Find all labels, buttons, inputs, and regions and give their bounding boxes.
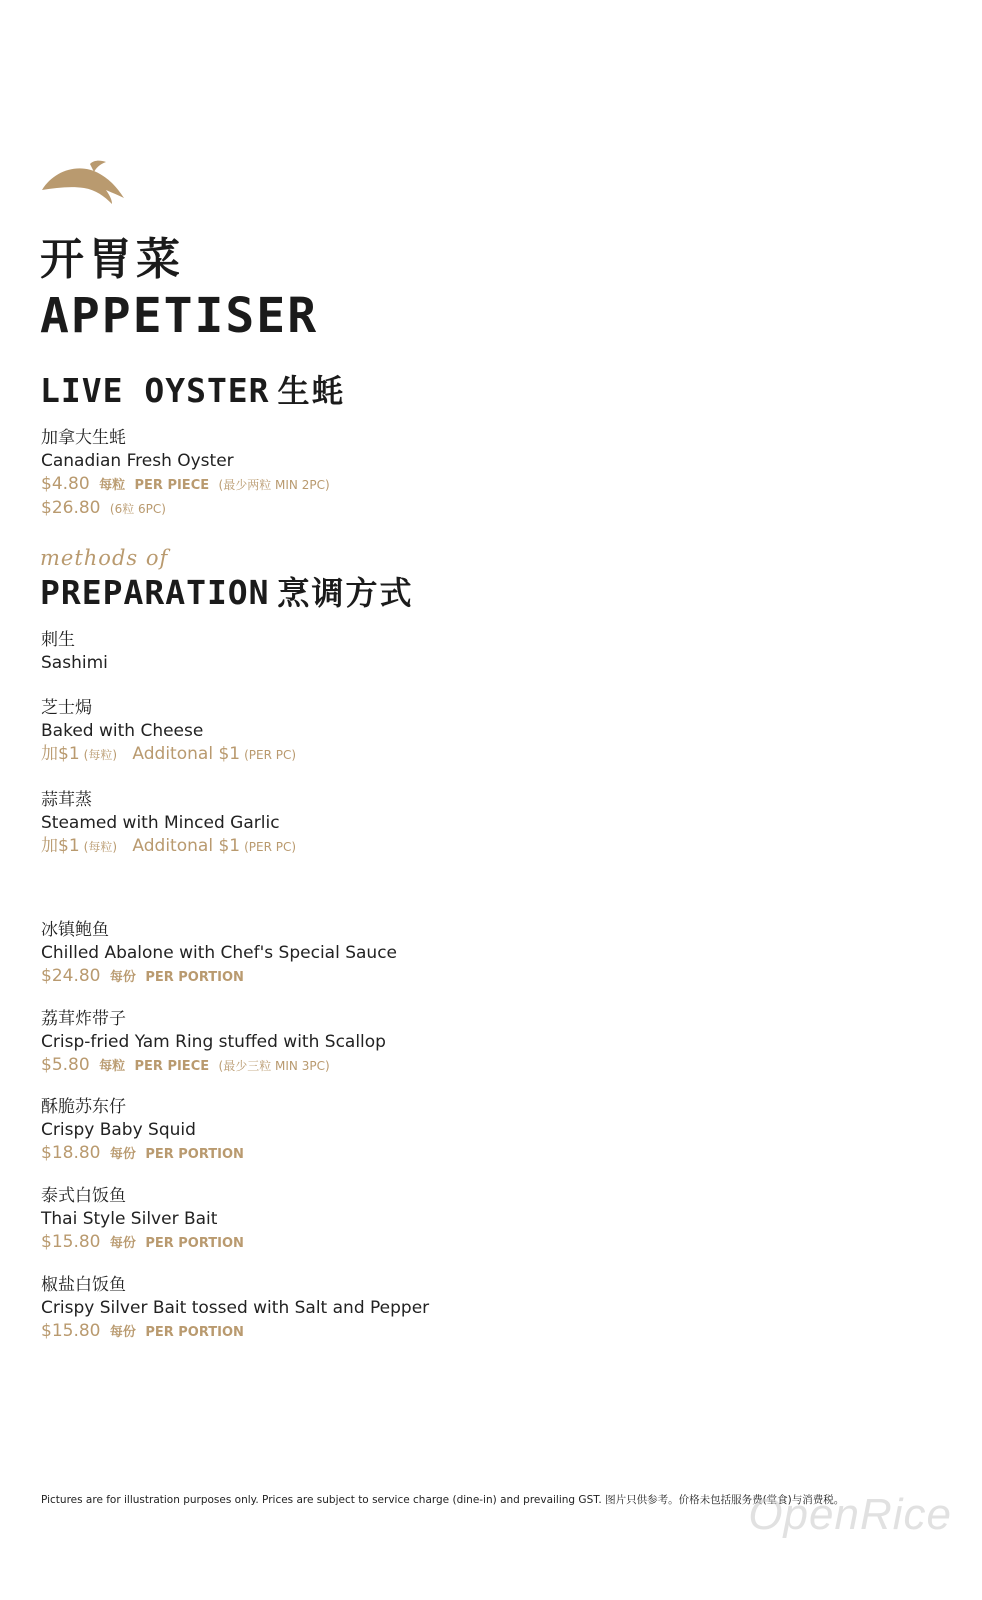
price-note: (最少两粒 MIN 2PC) <box>218 478 330 492</box>
additional-price: Additonal $1 <box>132 744 241 764</box>
footer-disclaimer: Pictures are for illustration purposes only. Prices are subject to service charge (dine-in) and prevailing GST. 图片只供参考。价格未包括服务费(堂食)与消费税。 <box>41 1494 845 1506</box>
item-name-cn: 冰镇鲍鱼 <box>41 920 109 940</box>
method-name-cn: 刺生 <box>41 630 75 650</box>
price-note: (每粒) <box>83 748 118 762</box>
additional-note: (PER PC) <box>244 748 297 762</box>
item-name-en: Crispy Baby Squid <box>41 1120 196 1140</box>
item-name-en: Canadian Fresh Oyster <box>41 451 234 471</box>
price-value: $5.80 <box>41 1055 90 1075</box>
price-unit-cn: 每份 <box>109 1325 136 1340</box>
methods-of-script: methods of <box>40 546 169 570</box>
price-unit-cn: 每粒 <box>99 1059 126 1074</box>
method-item <box>41 697 941 767</box>
additional-note: (PER PC) <box>244 840 297 854</box>
page-title-cn: 开胃菜 <box>40 234 184 285</box>
item-name-cn: 泰式白饭鱼 <box>41 1186 126 1206</box>
price-unit-en: PER PORTION <box>145 970 244 985</box>
price-unit-en: PER PIECE <box>134 478 210 493</box>
preparation-heading-cn: 烹调方式 <box>277 574 414 612</box>
price-unit-en: PER PIECE <box>134 1059 210 1074</box>
price-value: $4.80 <box>41 474 90 494</box>
preparation-heading-en: PREPARATION <box>40 573 270 612</box>
price-value: 加$1 <box>41 836 80 856</box>
menu-item <box>41 1185 941 1255</box>
item-name-en: Crispy Silver Bait tossed with Salt and Pepper <box>41 1298 430 1318</box>
price-unit-cn: 每份 <box>109 1236 136 1251</box>
menu-item <box>41 919 941 989</box>
item-name-en: Crisp-fried Yam Ring stuffed with Scallop <box>41 1032 386 1052</box>
item-price <box>41 965 941 989</box>
item-name-cn: 椒盐白饭鱼 <box>41 1275 126 1295</box>
price-value: $18.80 <box>41 1143 101 1163</box>
item-price <box>41 1054 941 1078</box>
page-title-en: APPETISER <box>40 288 319 344</box>
item-name-cn: 荔茸炸带子 <box>41 1009 126 1029</box>
item-price <box>41 1320 941 1344</box>
item-price-set <box>41 497 941 521</box>
price-value: $26.80 <box>41 498 101 518</box>
price-unit-en: PER PORTION <box>145 1147 244 1162</box>
price-unit-cn: 每粒 <box>99 478 126 493</box>
item-name-en: Thai Style Silver Bait <box>41 1209 218 1229</box>
live-oyster-heading-en: LIVE OYSTER <box>40 371 270 410</box>
live-oyster-heading-cn: 生蚝 <box>277 372 346 410</box>
method-name-en: Baked with Cheese <box>41 721 204 741</box>
price-note: (每粒) <box>83 840 118 854</box>
item-name-cn: 加拿大生蚝 <box>41 428 126 448</box>
price-value: 加$1 <box>41 744 80 764</box>
price-unit-cn: 每份 <box>109 970 136 985</box>
method-name-en: Steamed with Minced Garlic <box>41 813 280 833</box>
price-unit-en: PER PORTION <box>145 1325 244 1340</box>
price-unit-cn: 每份 <box>109 1147 136 1162</box>
method-name-cn: 蒜茸蒸 <box>41 790 92 810</box>
oyster-item <box>41 427 941 521</box>
additional-price: Additonal $1 <box>132 836 241 856</box>
method-name-en: Sashimi <box>41 653 108 673</box>
item-price <box>41 1231 941 1255</box>
method-item <box>41 789 941 859</box>
menu-item <box>41 1096 941 1166</box>
item-name-en: Chilled Abalone with Chef's Special Sauce <box>41 943 398 963</box>
item-price <box>41 1142 941 1166</box>
preparation-heading <box>40 572 414 614</box>
watermark-logo: OpenRice <box>748 1490 952 1539</box>
live-oyster-heading <box>40 370 346 412</box>
price-unit-en: PER PORTION <box>145 1236 244 1251</box>
item-price <box>41 473 941 497</box>
price-value: $15.80 <box>41 1232 101 1252</box>
method-item <box>41 629 941 675</box>
price-value: $24.80 <box>41 966 101 986</box>
method-price <box>41 743 941 767</box>
price-value: $15.80 <box>41 1321 101 1341</box>
method-price <box>41 835 941 859</box>
price-note: (6粒 6PC) <box>109 502 166 516</box>
fish-logo-icon <box>40 160 126 206</box>
menu-item <box>41 1274 941 1344</box>
item-name-cn: 酥脆苏东仔 <box>41 1097 126 1117</box>
method-name-cn: 芝士焗 <box>41 698 92 718</box>
menu-item <box>41 1008 941 1078</box>
price-note: (最少三粒 MIN 3PC) <box>218 1059 330 1073</box>
